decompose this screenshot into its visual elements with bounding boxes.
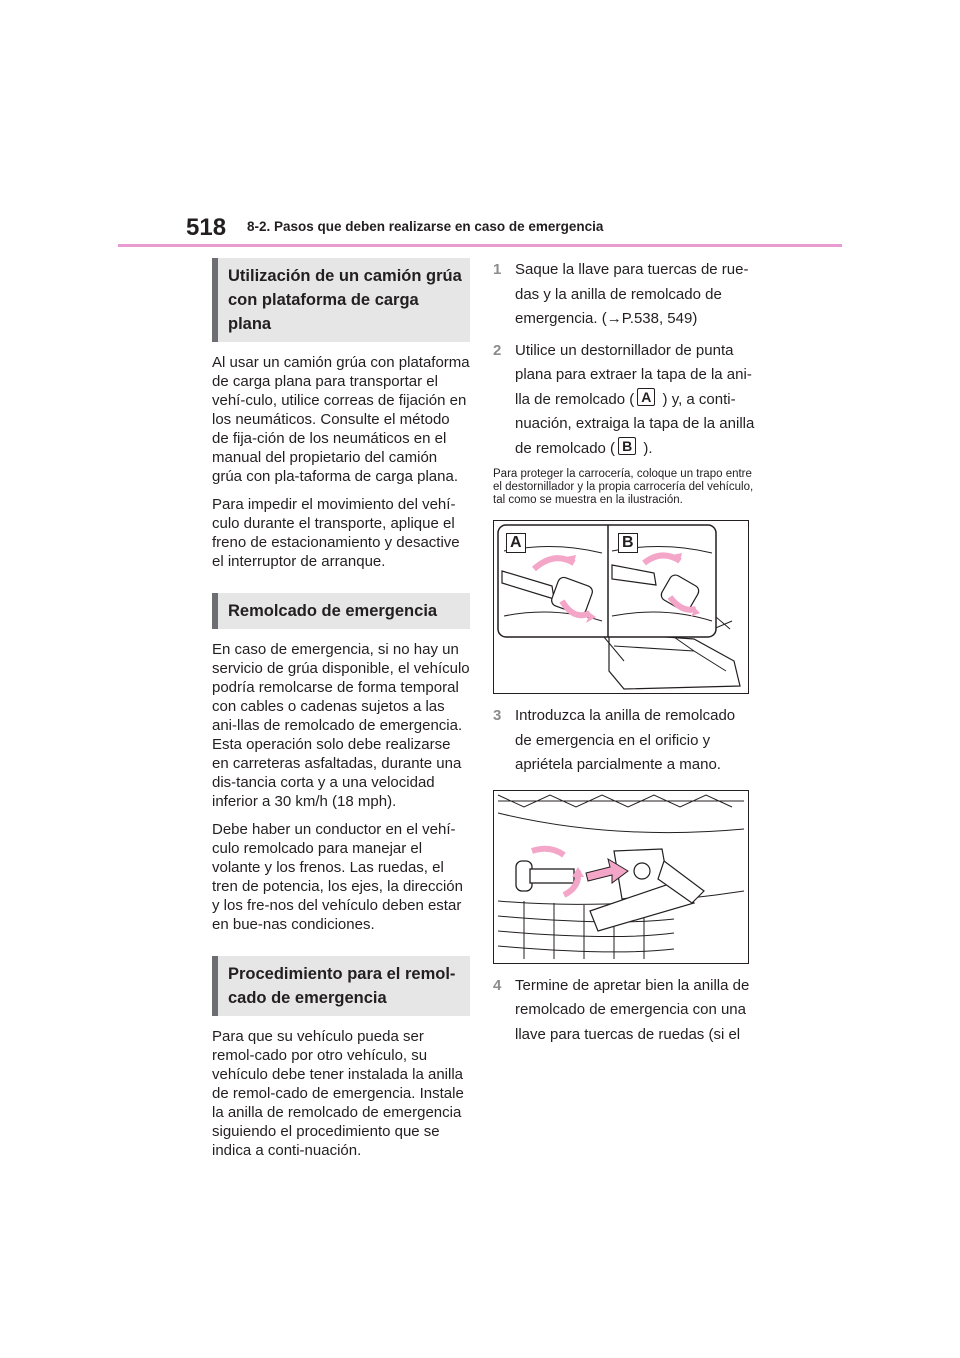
protection-note: Para proteger la carrocería, coloque un trapo entre el destornillador y la propia carrocería del vehículo, tal como se muestra en la ilustración. xyxy=(493,468,754,506)
left-column xyxy=(212,258,470,1169)
right-column xyxy=(493,258,755,1054)
step-1-text: Saque la llave para tuercas de rue-das y la anilla de remolcado de emergencia. (→P.538, 549) xyxy=(515,261,749,327)
emergency-paragraph-2: Debe haber un conductor en el vehí-culo remolcado para manejar el volante y los frenos. Las ruedas, el tren de potencia, los ejes, la dirección y los fre-nos del vehículo deben estar en bue-nas condiciones. xyxy=(212,821,463,933)
step-3 xyxy=(493,704,755,778)
procedure-paragraph-1: Para que su vehículo pueda ser remol-cado por otro vehículo, su vehículo debe tener instalada la anilla de remol-cado de emergencia. Instale la anilla de remolcado de emergencia siguiendo el procedimiento que se indica a conti-nuación. xyxy=(212,1028,464,1159)
step-2-text-b: ) y, a conti-nuación, extraiga la tapa de la anilla de remolcado ( xyxy=(515,390,755,457)
section-heading-flatbed-line1: Utilización de un camión grúa xyxy=(228,267,462,285)
step-4 xyxy=(493,974,755,1048)
section-heading-emergency-towing xyxy=(212,593,470,629)
illustration-insert-ring xyxy=(493,790,749,964)
section-heading-procedure-line1: Procedimiento para el remol- xyxy=(228,965,456,983)
section-heading-flatbed-line2: con plataforma de carga plana xyxy=(228,291,419,333)
insert-ring-drawing xyxy=(494,791,748,963)
illustration-remove-cover xyxy=(493,520,749,694)
callout-a: A xyxy=(637,388,655,406)
step-2 xyxy=(493,339,755,462)
header-rule xyxy=(118,244,842,247)
step-2-text-c: ). xyxy=(639,439,653,457)
step-1 xyxy=(493,258,755,332)
step-3-text: Introduzca la anilla de remolcado de emergencia en el orificio y apriétela parcialmente a mano. xyxy=(515,707,736,773)
step-4-number: 4 xyxy=(493,976,502,994)
section-heading-flatbed xyxy=(212,258,470,342)
step-1-number: 1 xyxy=(493,261,502,278)
section-heading-procedure xyxy=(212,956,470,1016)
section-heading-emergency-towing-text: Remolcado de emergencia xyxy=(228,602,438,620)
emergency-paragraph-1: En caso de emergencia, si no hay un servicio de grúa disponible, el vehículo podría remolcarse de forma temporal con cables o cadenas sujetos a las ani-llas de remolcado de emergencia. Esta operación solo debe realizarse en carreteras asfaltadas, durante una dis-tancia corta y a una velocidad inferior a 30 km/h (18 mph). xyxy=(212,641,470,810)
figure-label-a: A xyxy=(506,533,526,553)
step-2-text-a: Utilice un destornillador de punta plana para extraer la tapa de la ani-lla de remolcado ( xyxy=(515,341,752,408)
page-number: 518 xyxy=(186,214,227,241)
flatbed-paragraph-2: Para impedir el movimiento del vehí-culo durante el transporte, aplique el freno de estacionamiento y desactive el interruptor de arranque. xyxy=(212,496,460,570)
callout-b: B xyxy=(618,437,636,455)
step-2-number: 2 xyxy=(493,341,502,359)
figure-label-b: B xyxy=(618,533,638,553)
step-3-number: 3 xyxy=(493,707,502,724)
section-heading-procedure-line2: cado de emergencia xyxy=(228,989,387,1007)
chapter-title: 8-2. Pasos que deben realizarse en caso de emergencia xyxy=(247,219,604,234)
step-4-text: Termine de apretar bien la anilla de remolcado de emergencia con una llave para tuercas de ruedas (si el xyxy=(515,976,750,1043)
flatbed-paragraph-1: Al usar un camión grúa con plataforma de carga plana para transportar el vehí-culo, utilice correas de fijación en los neumáticos. Consulte el método de fija-ción de los neumáticos en el manual del propietario del camión grúa con pla-taforma de carga plana. xyxy=(212,354,470,485)
